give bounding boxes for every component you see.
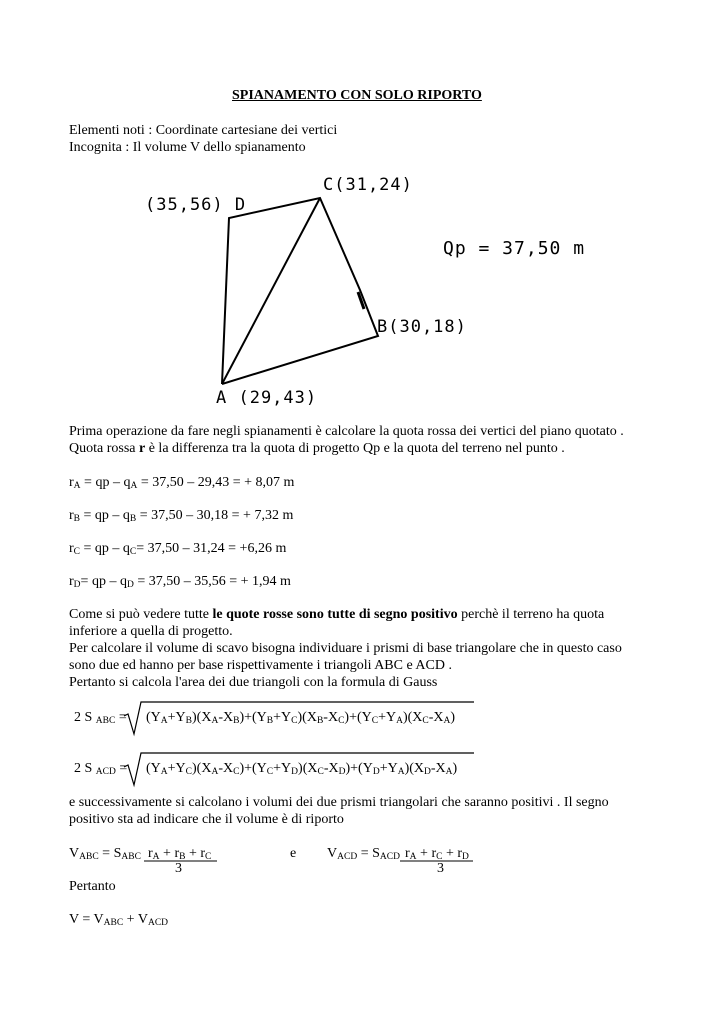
volume-abc-denominator: 3 — [175, 861, 182, 876]
para3-line1: e successivamente si calcolano i volumi dei due prismi triangolari che saranno positivi . Il segno — [69, 795, 609, 810]
gauss-abc-lhs: 2 S $_{ABC}$ = — [74, 710, 127, 726]
para2-line1: Come si può vedere tutte le quote rosse sono tutte di segno positivo perchè il terreno ha quota — [69, 607, 605, 622]
volume-and: e — [290, 846, 297, 861]
label-vertex-d: (35,56) D — [145, 195, 247, 215]
final-volume-formula: $V = V_{ABC} + V_{ACD}$ — [69, 912, 169, 928]
formula-rd: $r_D=$ qp – $q_D = 37,50 - 35,56$ = + 1,94 m — [69, 574, 291, 590]
page-title: SPIANAMENTO CON SOLO RIPORTO — [232, 88, 482, 103]
gauss-acd-lhs: 2 S $_{ACD}$ = — [74, 761, 128, 777]
pertanto-label: Pertanto — [69, 879, 116, 894]
para2-line3: Per calcolare il volume di scavo bisogna individuare i prismi di base triangolare che in questo caso — [69, 641, 622, 656]
volume-abc-formula: $V_{ABC} = S_{ABC}$ — [69, 846, 141, 862]
gauss-abc-rhs: $(Y_A+Y_B)(X_A-X_B)+(Y_B+Y_C)(X_B-X_C)+(Y_C+Y_A)(X_C-X_A)$ — [146, 710, 456, 726]
formula-ra: $r_A$ = qp – $q_A = 37,50 - 29,43$ = + 8,07 m — [69, 475, 295, 491]
volume-acd-numerator: $r_A + r_C + r_D$ — [405, 846, 469, 862]
para2-line4: sono due ed hanno per base rispettivamente i triangoli ABC e ACD . — [69, 658, 452, 673]
para1-line2: Quota rossa r è la differenza tra la quota di progetto Qp e la quota del terreno nel punto . — [69, 441, 565, 456]
volume-acd-formula: $V_{ACD} = S_{ACD}$ — [327, 846, 400, 862]
label-vertex-a: A (29,43) — [216, 388, 318, 408]
volume-abc-numerator: $r_A + r_B + r_C$ — [148, 846, 212, 862]
known-elements-line: Elementi noti : Coordinate cartesiane dei vertici — [69, 123, 338, 138]
formula-rc: $r_C$ = qp – $q_C= 37,50 - 31,24 = +6,26$ m — [69, 541, 287, 557]
para1-line1: Prima operazione da fare negli spianamenti è calcolare la quota rossa dei vertici del piano quotato . — [69, 424, 624, 439]
para3-line2: positivo sta ad indicare che il volume è di riporto — [69, 812, 344, 827]
formula-rb: $r_B$ = qp – $q_B = 37,50 - 30,18$ = + 7,32 m — [69, 508, 294, 524]
label-vertex-b: B(30,18) — [377, 317, 467, 337]
para2-line2: inferiore a quella di progetto. — [69, 624, 233, 639]
gauss-acd-rhs: $(Y_A+Y_C)(X_A-X_C)+(Y_C+Y_D)(X_C-X_D)+(Y_D+Y_A)(X_D-X_A)$ — [146, 761, 458, 777]
volume-acd-denominator: 3 — [437, 861, 444, 876]
label-vertex-c: C(31,24) — [323, 175, 413, 195]
para2-line5: Pertanto si calcola l'area dei due triangoli con la formula di Gauss — [69, 675, 438, 690]
unknown-line: Incognita : Il volume V dello spianamento — [69, 140, 306, 155]
project-quota-label: Qp = 37,50 m — [443, 238, 586, 259]
